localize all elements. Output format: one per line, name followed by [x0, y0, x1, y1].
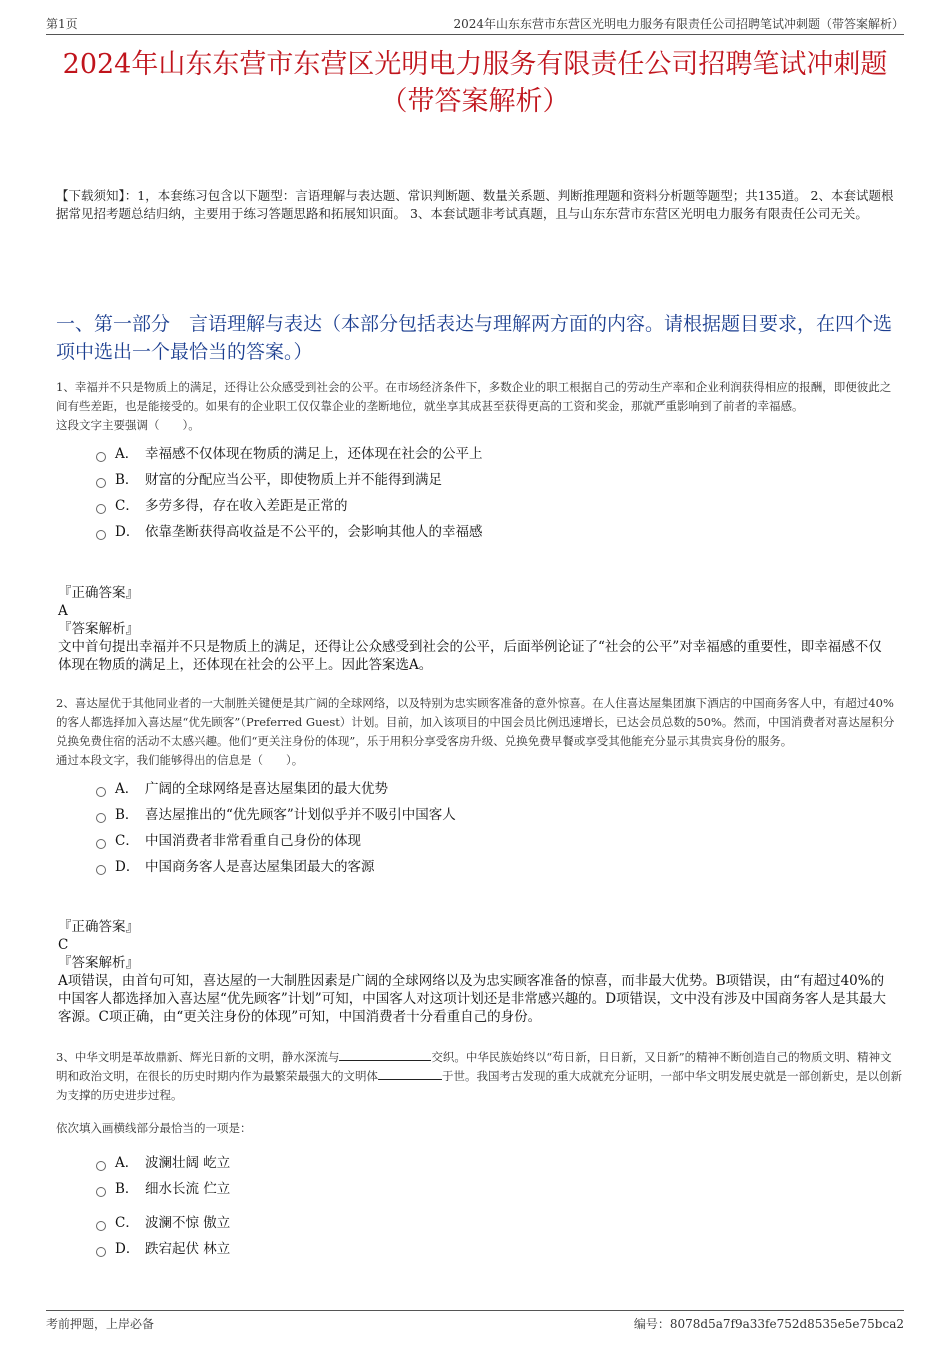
- explanation-label: 『答案解析』: [58, 955, 139, 971]
- option-b[interactable]: [56, 802, 902, 828]
- option-letter: C．: [115, 1214, 139, 1231]
- option-text: 广阔的全球网络是喜达屋集团的最大优势: [145, 780, 388, 797]
- option-list: [56, 1150, 902, 1262]
- radio-icon[interactable]: [96, 787, 106, 797]
- explanation-text: 文中首句提出幸福并不只是物质上的满足，还得让公众感受到社会的公平，后面举例论证了“社会的公平”对幸福感的重要性，即幸福感不仅体现在物质的满足上，还体现在社会的公平上。因此答案选A。: [58, 639, 882, 673]
- question-prompt: 通过本段文字，我们能够得出的信息是（ ）。: [56, 753, 304, 767]
- question-stem: 1、幸福并不只是物质上的满足，还得让公众感受到社会的公平。在市场经济条件下，多数企业的职工根据自己的劳动生产率和企业利润获得相应的报酬，即便彼此之间有些差距，也是能接受的。如果有的企业职工仅仅靠企业的垄断地位，就坐享其成甚至获得更高的工资和奖金，那就严重影响到了前者的幸福感。: [56, 380, 892, 413]
- option-letter: C．: [115, 497, 139, 514]
- stem-part-1: 3、中华文明是革故鼎新、辉光日新的文明，静水深流与: [56, 1050, 340, 1064]
- question-stem: [56, 1048, 902, 1105]
- option-letter: A．: [115, 1154, 139, 1171]
- page-number: 第1页: [46, 17, 78, 31]
- option-letter: B．: [115, 806, 139, 823]
- radio-icon[interactable]: [96, 1221, 106, 1231]
- option-letter: B．: [115, 1180, 139, 1197]
- answer-label: 『正确答案』: [58, 919, 139, 935]
- answer-label: 『正确答案』: [58, 585, 139, 601]
- radio-icon[interactable]: [96, 813, 106, 823]
- option-a[interactable]: [56, 776, 902, 802]
- option-a[interactable]: [56, 441, 902, 467]
- explanation-text: A项错误，由首句可知，喜达屋的一大制胜因素是广阔的全球网络以及为忠实顾客准备的惊喜，而非最大优势。B项错误，由“有超过40%的中国客人都选择加入喜达屋“优先顾客”计划”可知，中国客人对这项计划还是非常感兴趣的。D项错误，文中没有涉及中国商务客人是其最大客源。C项正确，由“更关注身份的体现”可知，中国消费者十分看重自己的身份。: [58, 973, 887, 1025]
- option-text: 依靠垄断获得高收益是不公平的，会影响其他人的幸福感: [145, 523, 483, 540]
- option-text: 波澜壮阔 屹立: [145, 1154, 231, 1171]
- option-text: 中国消费者非常看重自己身份的体现: [145, 832, 361, 849]
- option-a[interactable]: [56, 1150, 902, 1176]
- page-header: [46, 12, 904, 35]
- radio-icon[interactable]: [96, 452, 106, 462]
- answer-block-2: [56, 918, 890, 1026]
- option-c[interactable]: [56, 493, 902, 519]
- option-text: 中国商务客人是喜达屋集团最大的客源: [145, 858, 375, 875]
- section-heading: 一、第一部分 言语理解与表达（本部分包括表达与理解两方面的内容。请根据题目要求，在四个选项中选出一个最恰当的答案。）: [56, 313, 893, 363]
- page-footer: [46, 1310, 904, 1335]
- radio-icon[interactable]: [96, 530, 106, 540]
- question-2: [56, 694, 902, 880]
- header-doc-title: 2024年山东东营市东营区光明电力服务有限责任公司招聘笔试冲刺题（带答案解析）: [453, 17, 904, 31]
- fill-blank-1: [339, 1049, 431, 1061]
- stem-part-2: 交织。中华民族始终以“苟日新，日日新，又日新”的精神不断创造自己的物质文明、精神文明和政治文明，在很长的历史时期内作为最繁荣最强大的文明体: [56, 1050, 892, 1083]
- question-1: [56, 378, 902, 545]
- option-text: 多劳多得，存在收入差距是正常的: [145, 497, 348, 514]
- answer-value: C: [58, 937, 69, 953]
- radio-icon[interactable]: [96, 1161, 106, 1171]
- option-list: [56, 776, 902, 880]
- option-d[interactable]: [56, 519, 902, 545]
- document-title: 2024年山东东营市东营区光明电力服务有限责任公司招聘笔试冲刺题（带答案解析）: [62, 49, 888, 117]
- option-text: 喜达屋推出的“优先顾客”计划似乎并不吸引中国客人: [145, 806, 456, 823]
- option-text: 财富的分配应当公平，即使物质上并不能得到满足: [145, 471, 442, 488]
- radio-icon[interactable]: [96, 1247, 106, 1257]
- answer-value: A: [58, 603, 68, 619]
- option-letter: D．: [115, 1240, 140, 1257]
- radio-icon[interactable]: [96, 839, 106, 849]
- download-notice: 【下载须知】：1，本套练习包含以下题型：言语理解与表达题、常识判断题、数量关系题、判断推理题和资料分析题等题型；共135道。 2、本套试题根据常见招考题总结归纳，主要用于练习答题思路和拓展知识面。 3、本套试题非考试真题，且与山东东营市东营区光明电力服务有限责任公司无关。: [56, 188, 894, 221]
- fill-blank-2: [378, 1068, 442, 1080]
- option-d[interactable]: [56, 854, 902, 880]
- radio-icon[interactable]: [96, 865, 106, 875]
- footer-slogan: 考前押题，上岸必备: [46, 1317, 155, 1331]
- question-3: [56, 1048, 902, 1262]
- option-c[interactable]: [56, 828, 902, 854]
- question-prompt: 依次填入画横线部分最恰当的一项是：: [56, 1121, 252, 1135]
- option-list: [56, 441, 902, 545]
- option-text: 细水长流 伫立: [145, 1180, 231, 1197]
- radio-icon[interactable]: [96, 504, 106, 514]
- option-letter: B．: [115, 471, 139, 488]
- option-letter: A．: [115, 445, 139, 462]
- radio-icon[interactable]: [96, 1187, 106, 1197]
- option-d[interactable]: [56, 1236, 902, 1262]
- question-prompt: 这段文字主要强调（ ）。: [56, 418, 200, 432]
- explanation-label: 『答案解析』: [58, 621, 139, 637]
- answer-block-1: [56, 584, 890, 674]
- option-letter: C．: [115, 832, 139, 849]
- option-letter: D．: [115, 858, 140, 875]
- option-c[interactable]: [56, 1210, 902, 1236]
- option-text: 跌宕起伏 林立: [145, 1240, 231, 1257]
- footer-serial: 编号：8078d5a7f9a33fe752d8535e5e75bca2: [633, 1317, 904, 1331]
- radio-icon[interactable]: [96, 478, 106, 488]
- stem-part-3: 于世。我国考古发现的重大成就充分证明，一部中华文明发展史就是一部创新史，是以创新为支撑的历史进步过程。: [56, 1069, 902, 1102]
- option-text: 波澜不惊 傲立: [145, 1214, 231, 1231]
- option-b[interactable]: [56, 1176, 902, 1202]
- option-letter: D．: [115, 523, 140, 540]
- option-b[interactable]: [56, 467, 902, 493]
- option-text: 幸福感不仅体现在物质的满足上，还体现在社会的公平上: [145, 445, 483, 462]
- option-letter: A．: [115, 780, 139, 797]
- question-stem: 2、喜达屋优于其他同业者的一大制胜关键便是其广阔的全球网络，以及特别为忠实顾客准备的意外惊喜。在人住喜达屋集团旗下酒店的中国商务客人中，有超过40%的客人都选择加入喜达屋“优先顾客”（Preferred Guest）计划。目前，加入该项目的中国会员比例迅速增长，已达会员总数的50%。然而，中国消费者对喜达屋积分兑换免费住宿的活动不太感兴趣。他们“更关注身份的体现”，乐于用积分享受客房升级、兑换免费早餐或享受其他能充分显示其贵宾身份的服务。: [56, 696, 895, 748]
